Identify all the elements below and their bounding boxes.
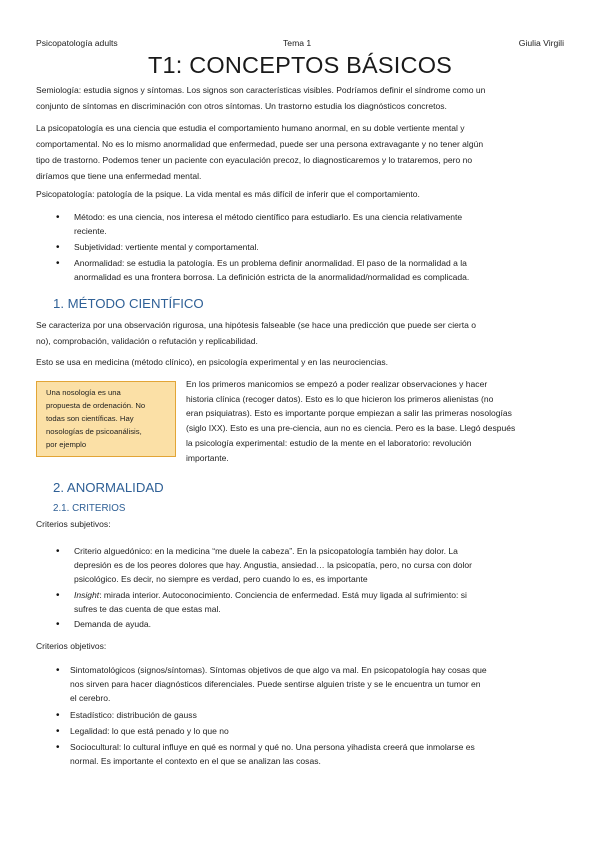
- bullet-icon: •: [56, 212, 60, 223]
- list-item: Sociocultural: lo cultural influye en qué es normal y qué no. Una persona yihadista creerá que inmolarse es: [70, 742, 475, 752]
- criteria-label: Criterios objetivos:: [36, 641, 107, 651]
- paragraph-line: historia clínica (recoger datos). Esto es lo que hicieron los primeros alienistas (no: [186, 394, 494, 404]
- list-item: Anormalidad: se estudia la patología. Es un problema definir anormalidad. El paso de la normalidad a la: [74, 258, 467, 268]
- list-item: Sintomatológicos (signos/síntomas). Síntomas objetivos de que algo va mal. En psicopatología hay cosas que: [70, 665, 487, 675]
- bullet-icon: •: [56, 619, 60, 630]
- note-line: por ejemplo: [46, 440, 87, 449]
- list-item: nos sirven para hacer diagnósticos diferenciales. Puede sentirse alguien triste y se le encuentra un tumor en: [70, 679, 481, 689]
- section-heading: 1. MÉTODO CIENTÍFICO: [53, 296, 204, 311]
- page-title: T1: CONCEPTOS BÁSICOS: [147, 52, 453, 78]
- paragraph-line: no), comprobación, validación o refutación y replicabilidad.: [36, 336, 258, 346]
- list-item: Legalidad: lo que está penado y lo que no: [70, 726, 229, 736]
- paragraph-line: diríamos que tiene una enfermedad mental.: [36, 171, 202, 181]
- list-item: Método: es una ciencia, nos interesa el método científico para estudiarlo. Es una ciencia relativamente: [74, 212, 463, 222]
- criteria-label: Criterios subjetivos:: [36, 519, 111, 529]
- note-line: Una nosología es una: [46, 388, 121, 397]
- list-item: Subjetividad: vertiente mental y comportamental.: [74, 242, 259, 252]
- header-author: Giulia Virgili: [518, 38, 564, 48]
- paragraph-line: Semiología: estudia signos y síntomas. Los signos son características visibles. Podríamos definir el síndrome como un: [36, 85, 486, 95]
- note-line: nosologías de psicoanálisis,: [46, 427, 142, 436]
- list-item: sufres te das cuenta de que estas mal.: [74, 604, 221, 614]
- bullet-icon: •: [56, 546, 60, 557]
- paragraph-line: la psicología experimental: estudio de la mente en el laboratorio: revolución: [186, 438, 472, 448]
- paragraph-line: comportamental. No es lo mismo anormalidad que enfermedad, puede ser una persona extravagante y no tener algún: [36, 139, 484, 149]
- bullet-icon: •: [56, 726, 60, 737]
- list-item: el cerebro.: [70, 693, 111, 703]
- paragraph-line: La psicopatología es una ciencia que estudia el comportamiento humano anormal, en su doble vertiente mental y: [36, 123, 465, 133]
- insight-term: Insight: [74, 590, 100, 600]
- bullet-icon: •: [56, 742, 60, 753]
- header-topic: Tema 1: [283, 38, 312, 48]
- paragraph-line: Psicopatología: patología de la psique. La vida mental es más difícil de inferir que el comportamiento.: [36, 189, 420, 199]
- bullet-icon: •: [56, 242, 60, 253]
- note-box: [36, 381, 176, 457]
- bullet-icon: •: [56, 710, 60, 721]
- subsection-heading: 2.1. CRITERIOS: [53, 503, 126, 514]
- bullet-icon: •: [56, 258, 60, 269]
- note-line: propuesta de ordenación. No: [46, 401, 146, 410]
- list-item: anormalidad es una frontera borrosa. La definición estricta de la anormalidad/normalidad es complicada.: [74, 272, 470, 282]
- bullet-icon: •: [56, 590, 60, 601]
- list-item: depresión es de los peores dolores que hay. Angustia, ansiedad… la psicopatía, pero, no cursa con dolor: [74, 560, 473, 570]
- paragraph-line: Esto se usa en medicina (método clínico), en psicología experimental y en las neurociencias.: [36, 357, 389, 367]
- paragraph-line: conjunto de síntomas en discriminación con otros síntomas. Un trastorno estudia los diagnósticos concretos.: [36, 101, 447, 111]
- list-item: Demanda de ayuda.: [74, 619, 151, 629]
- list-item: Criterio alguedónico: en la medicina “me duele la cabeza”. En la psicopatología también hay dolor. La: [74, 546, 458, 556]
- section-heading: 2. ANORMALIDAD: [53, 480, 164, 495]
- paragraph-line: importante.: [186, 453, 229, 463]
- bullet-icon: •: [56, 665, 60, 676]
- list-item: normal. Es importante el contexto en el que se analizan las cosas.: [70, 756, 321, 766]
- paragraph-line: (siglo IXX). Esto es una pre-ciencia, aun no es ciencia. Pero es la base. Llegó después: [186, 423, 516, 433]
- header-course: Psicopatología adults: [36, 38, 118, 48]
- list-item: Estadístico: distribución de gauss: [70, 710, 197, 720]
- paragraph-line: tipo de trastorno. Podemos tener un paciente con eyaculación precoz, lo diagnosticaremos y lo trataremos, pero no: [36, 155, 473, 165]
- paragraph-line: eran psiquiatras). Esto es importante porque empiezan a salir las primeras nosologías: [186, 408, 512, 418]
- list-item: Insight: mirada interior. Autoconocimiento. Conciencia de enfermedad. Está muy ligada al sufrimiento: si: [74, 590, 467, 600]
- list-item: reciente.: [74, 226, 107, 236]
- paragraph-line: En los primeros manicomios se empezó a poder realizar observaciones y hacer: [186, 379, 488, 389]
- note-line: todas son científicas. Hay: [46, 414, 134, 423]
- paragraph-line: Se caracteriza por una observación rigurosa, una hipótesis falseable (se hace una predicción que puede ser cierta o: [36, 320, 476, 330]
- list-item: psicológico. Es decir, no siempre es verdad, pero cuando lo es, es importante: [74, 574, 368, 584]
